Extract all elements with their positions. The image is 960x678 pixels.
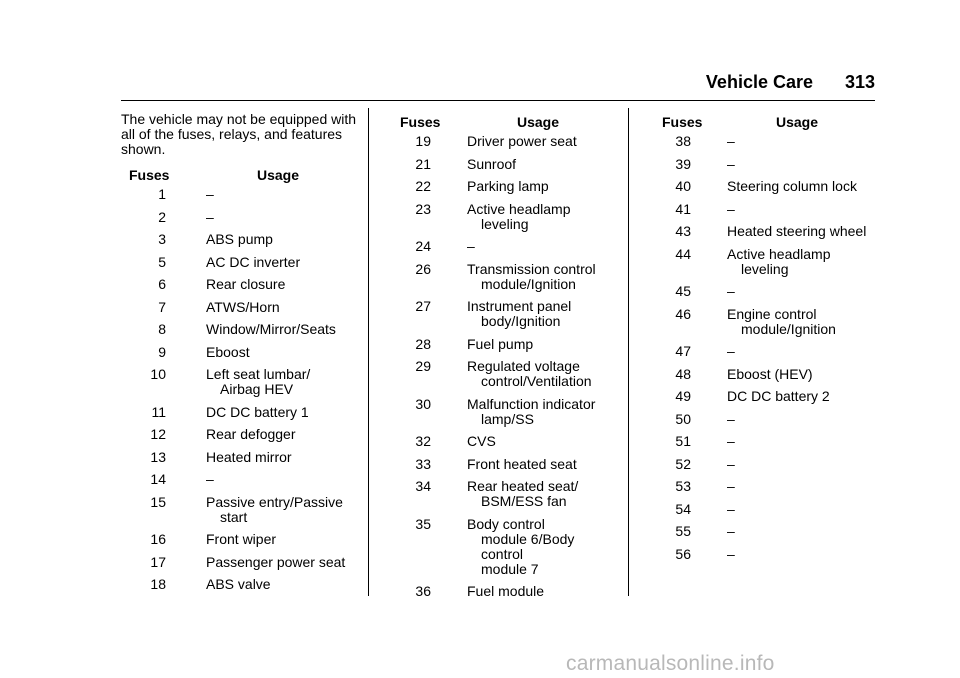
table-row xyxy=(121,255,359,270)
table-row xyxy=(643,202,875,217)
fuse-usage xyxy=(206,367,359,397)
fuse-number: 54 xyxy=(675,500,691,517)
fuse-number: 39 xyxy=(675,155,691,172)
table-row xyxy=(121,210,359,225)
usage-line: Regulated voltage xyxy=(467,358,580,374)
fuse-number: 48 xyxy=(675,365,691,382)
fuse-usage xyxy=(206,255,359,270)
fuse-number: 43 xyxy=(675,223,691,239)
table-row xyxy=(121,232,359,247)
usage-line: – xyxy=(727,523,735,539)
table-row xyxy=(386,134,616,149)
fuse-number: 28 xyxy=(415,335,431,352)
table-row xyxy=(643,247,875,277)
usage-line: DC DC battery 1 xyxy=(206,403,309,420)
table-row xyxy=(643,344,875,359)
fuse-rows xyxy=(121,187,359,592)
usage-line: Eboost xyxy=(206,343,250,360)
fuse-column-2 xyxy=(386,110,616,607)
fuse-column-1 xyxy=(121,110,359,600)
usage-line: Fuel module xyxy=(467,583,545,599)
fuse-number: 32 xyxy=(415,433,431,449)
fuse-number: 12 xyxy=(150,426,166,442)
fuse-number: 22 xyxy=(415,178,431,194)
usage-line: – xyxy=(727,410,735,427)
usage-line: Engine control xyxy=(727,305,817,322)
table-header xyxy=(386,108,616,134)
usage-line: Left seat lumbar/ xyxy=(206,366,311,382)
fuse-usage xyxy=(206,277,359,292)
fuse-number: 53 xyxy=(675,478,691,494)
fuse-number: 7 xyxy=(158,298,166,315)
fuse-usage xyxy=(727,307,875,337)
intro-text: The vehicle may not be equipped with all of the fuses, relays, and features shown. xyxy=(121,111,357,157)
fuse-number: 6 xyxy=(158,276,166,292)
table-row xyxy=(121,300,359,315)
usage-line: Active headlamp xyxy=(727,245,831,262)
header-fuses: Fuses xyxy=(400,114,441,130)
usage-line: body/Ignition xyxy=(481,313,561,329)
fuse-rows xyxy=(386,134,616,599)
table-row xyxy=(121,577,359,592)
fuse-usage xyxy=(467,397,616,427)
usage-line: – xyxy=(727,155,735,172)
fuse-number: 1 xyxy=(158,186,166,202)
fuse-usage xyxy=(206,322,359,337)
fuse-number: 38 xyxy=(675,133,691,149)
usage-line: – xyxy=(206,186,214,202)
table-row xyxy=(643,457,875,472)
fuse-number: 41 xyxy=(675,200,691,217)
table-row xyxy=(386,517,616,577)
fuse-usage xyxy=(206,405,359,420)
fuse-number: 2 xyxy=(158,208,166,225)
fuse-usage xyxy=(467,134,616,149)
table-row xyxy=(386,434,616,449)
table-row xyxy=(386,337,616,352)
header-usage: Usage xyxy=(517,114,560,130)
fuse-number: 17 xyxy=(150,553,166,570)
usage-line: Malfunction indicator xyxy=(467,395,596,412)
table-row xyxy=(386,397,616,427)
usage-line: Rear heated seat/ xyxy=(467,478,579,494)
usage-line: module 6/Body control xyxy=(481,530,575,562)
usage-line: – xyxy=(727,200,735,217)
fuse-usage xyxy=(467,584,616,599)
fuse-usage xyxy=(206,232,359,247)
fuse-usage xyxy=(206,210,359,225)
usage-line: Transmission control xyxy=(467,260,596,277)
usage-line: Front wiper xyxy=(206,531,277,547)
fuse-number: 10 xyxy=(150,366,166,382)
fuse-number: 16 xyxy=(150,531,166,547)
fuse-number: 15 xyxy=(150,493,166,510)
fuse-number: 23 xyxy=(415,200,431,217)
fuse-usage xyxy=(727,524,875,539)
fuse-usage xyxy=(206,450,359,465)
usage-line: Heated mirror xyxy=(206,448,292,465)
fuse-usage xyxy=(206,532,359,547)
fuse-number: 50 xyxy=(675,410,691,427)
fuse-number: 52 xyxy=(675,455,691,472)
fuse-usage xyxy=(727,367,875,382)
fuse-number: 26 xyxy=(415,260,431,277)
usage-line: – xyxy=(727,455,735,472)
table-header xyxy=(121,161,359,187)
fuse-usage xyxy=(206,555,359,570)
usage-line: Fuel pump xyxy=(467,335,534,352)
fuse-usage xyxy=(467,479,616,509)
header-usage: Usage xyxy=(257,167,300,183)
page-title: Vehicle Care xyxy=(705,72,813,92)
table-row xyxy=(386,202,616,232)
usage-line: leveling xyxy=(741,260,789,277)
usage-line: Sunroof xyxy=(467,155,517,172)
fuse-number: 51 xyxy=(675,433,691,449)
fuse-number: 56 xyxy=(675,545,691,562)
usage-line: Front heated seat xyxy=(467,455,577,472)
table-row xyxy=(121,277,359,292)
usage-line: ATWS/Horn xyxy=(206,298,280,315)
table-row xyxy=(643,134,875,149)
fuse-usage xyxy=(727,224,875,239)
table-row xyxy=(643,307,875,337)
table-row xyxy=(643,479,875,494)
page-number: 313 xyxy=(844,72,875,92)
table-row xyxy=(386,359,616,389)
usage-line: lamp/SS xyxy=(481,410,534,427)
fuse-usage xyxy=(206,345,359,360)
fuse-usage xyxy=(206,577,359,592)
table-row xyxy=(121,322,359,337)
fuse-number: 46 xyxy=(675,305,691,322)
usage-line: – xyxy=(727,500,735,517)
fuse-usage xyxy=(727,179,875,194)
fuse-number: 29 xyxy=(415,358,431,374)
usage-line: Active headlamp xyxy=(467,200,571,217)
fuse-number: 55 xyxy=(675,523,691,539)
fuse-number: 24 xyxy=(415,238,431,254)
table-row xyxy=(121,472,359,487)
usage-line: Rear defogger xyxy=(206,426,296,442)
table-row xyxy=(386,584,616,599)
table-row xyxy=(386,479,616,509)
watermark: carmanualsonline.info xyxy=(566,652,775,675)
fuse-number: 47 xyxy=(675,343,691,359)
table-row xyxy=(643,367,875,382)
fuse-number: 33 xyxy=(415,455,431,472)
usage-line: – xyxy=(727,133,735,149)
usage-line: Window/Mirror/Seats xyxy=(206,321,336,337)
table-row xyxy=(643,224,875,239)
fuse-usage xyxy=(467,262,616,292)
table-row xyxy=(643,547,875,562)
fuse-usage xyxy=(467,179,616,194)
fuse-number: 49 xyxy=(675,388,691,404)
table-row xyxy=(121,555,359,570)
usage-line: – xyxy=(727,433,735,449)
usage-line: – xyxy=(727,343,735,359)
fuse-rows xyxy=(643,134,875,562)
fuse-usage xyxy=(206,472,359,487)
table-row xyxy=(386,299,616,329)
usage-line: CVS xyxy=(467,433,496,449)
fuse-number: 11 xyxy=(151,403,166,420)
header-fuses: Fuses xyxy=(129,167,170,183)
header-fuses: Fuses xyxy=(662,114,703,130)
fuse-usage xyxy=(727,284,875,299)
table-row xyxy=(643,412,875,427)
fuse-usage xyxy=(467,337,616,352)
table-row xyxy=(643,179,875,194)
fuse-number: 40 xyxy=(675,178,691,194)
fuse-number: 30 xyxy=(415,395,431,412)
usage-line: Rear closure xyxy=(206,276,286,292)
fuse-number: 5 xyxy=(158,253,166,270)
usage-line: Steering column lock xyxy=(727,178,857,194)
fuse-usage xyxy=(467,434,616,449)
usage-line: Body control xyxy=(467,515,545,532)
fuse-usage xyxy=(727,202,875,217)
fuse-number: 44 xyxy=(675,245,691,262)
fuse-number: 19 xyxy=(415,133,431,149)
fuse-usage xyxy=(727,502,875,517)
table-row xyxy=(386,457,616,472)
fuse-usage xyxy=(206,427,359,442)
fuse-usage xyxy=(727,389,875,404)
table-row xyxy=(386,157,616,172)
table-row xyxy=(386,262,616,292)
usage-line: ABS pump xyxy=(206,231,273,247)
page-header xyxy=(121,72,875,101)
table-row xyxy=(643,389,875,404)
usage-line: ABS valve xyxy=(206,576,271,592)
table-row xyxy=(643,157,875,172)
table-row xyxy=(121,532,359,547)
usage-line: – xyxy=(206,208,214,225)
usage-line: Passenger power seat xyxy=(206,553,346,570)
usage-line: Instrument panel xyxy=(467,298,572,314)
usage-line: Driver power seat xyxy=(467,133,577,149)
table-row xyxy=(643,502,875,517)
table-row xyxy=(121,450,359,465)
table-row xyxy=(121,187,359,202)
usage-line: – xyxy=(727,545,735,562)
table-header xyxy=(643,108,875,134)
fuse-number: 27 xyxy=(415,298,431,314)
table-row xyxy=(121,345,359,360)
fuse-number: 3 xyxy=(158,231,166,247)
fuse-usage xyxy=(727,134,875,149)
table-row xyxy=(121,427,359,442)
header-usage: Usage xyxy=(776,114,819,130)
usage-line: Passive entry/Passive xyxy=(206,493,343,510)
usage-line: – xyxy=(467,238,475,254)
fuse-usage xyxy=(467,359,616,389)
fuse-usage xyxy=(727,344,875,359)
table-row xyxy=(121,405,359,420)
fuse-usage xyxy=(467,239,616,254)
column-divider xyxy=(368,108,369,596)
fuse-number: 45 xyxy=(675,283,691,299)
usage-line: Heated steering wheel xyxy=(727,223,867,239)
fuse-usage xyxy=(727,434,875,449)
fuse-usage xyxy=(727,157,875,172)
fuse-usage xyxy=(467,517,616,577)
usage-line: control/Ventilation xyxy=(481,373,592,389)
usage-line: – xyxy=(727,478,735,494)
usage-line: start xyxy=(220,508,248,525)
fuse-number: 34 xyxy=(415,478,431,494)
usage-line: AC DC inverter xyxy=(206,253,301,270)
usage-line: – xyxy=(727,283,735,299)
fuse-number: 35 xyxy=(415,515,431,532)
usage-line: Airbag HEV xyxy=(220,381,294,397)
usage-line: module 7 xyxy=(481,560,539,577)
table-row xyxy=(121,367,359,397)
fuse-usage xyxy=(206,495,359,525)
usage-line: – xyxy=(206,471,214,487)
table-row xyxy=(643,434,875,449)
fuse-number: 18 xyxy=(150,576,166,592)
table-row xyxy=(121,495,359,525)
usage-line: leveling xyxy=(481,215,529,232)
fuse-number: 13 xyxy=(150,448,166,465)
fuse-usage xyxy=(467,457,616,472)
fuse-usage xyxy=(467,202,616,232)
fuse-usage xyxy=(727,457,875,472)
fuse-usage xyxy=(467,299,616,329)
fuse-usage xyxy=(727,479,875,494)
fuse-column-3 xyxy=(643,110,875,569)
fuse-number: 21 xyxy=(415,155,431,172)
usage-line: BSM/ESS fan xyxy=(481,493,567,509)
column-divider xyxy=(628,108,629,596)
fuse-number: 8 xyxy=(158,321,166,337)
fuse-usage xyxy=(206,187,359,202)
fuse-usage xyxy=(727,547,875,562)
fuse-number: 36 xyxy=(415,583,431,599)
usage-line: DC DC battery 2 xyxy=(727,388,830,404)
fuse-number: 9 xyxy=(158,343,166,360)
fuse-usage xyxy=(467,157,616,172)
usage-line: module/Ignition xyxy=(481,275,576,292)
usage-line: module/Ignition xyxy=(741,320,836,337)
usage-line: Eboost (HEV) xyxy=(727,365,813,382)
fuse-number: 14 xyxy=(150,471,166,487)
table-row xyxy=(643,524,875,539)
table-row xyxy=(643,284,875,299)
usage-line: Parking lamp xyxy=(467,178,549,194)
fuse-usage xyxy=(727,412,875,427)
table-row xyxy=(386,239,616,254)
table-row xyxy=(386,179,616,194)
fuse-usage xyxy=(206,300,359,315)
fuse-usage xyxy=(727,247,875,277)
